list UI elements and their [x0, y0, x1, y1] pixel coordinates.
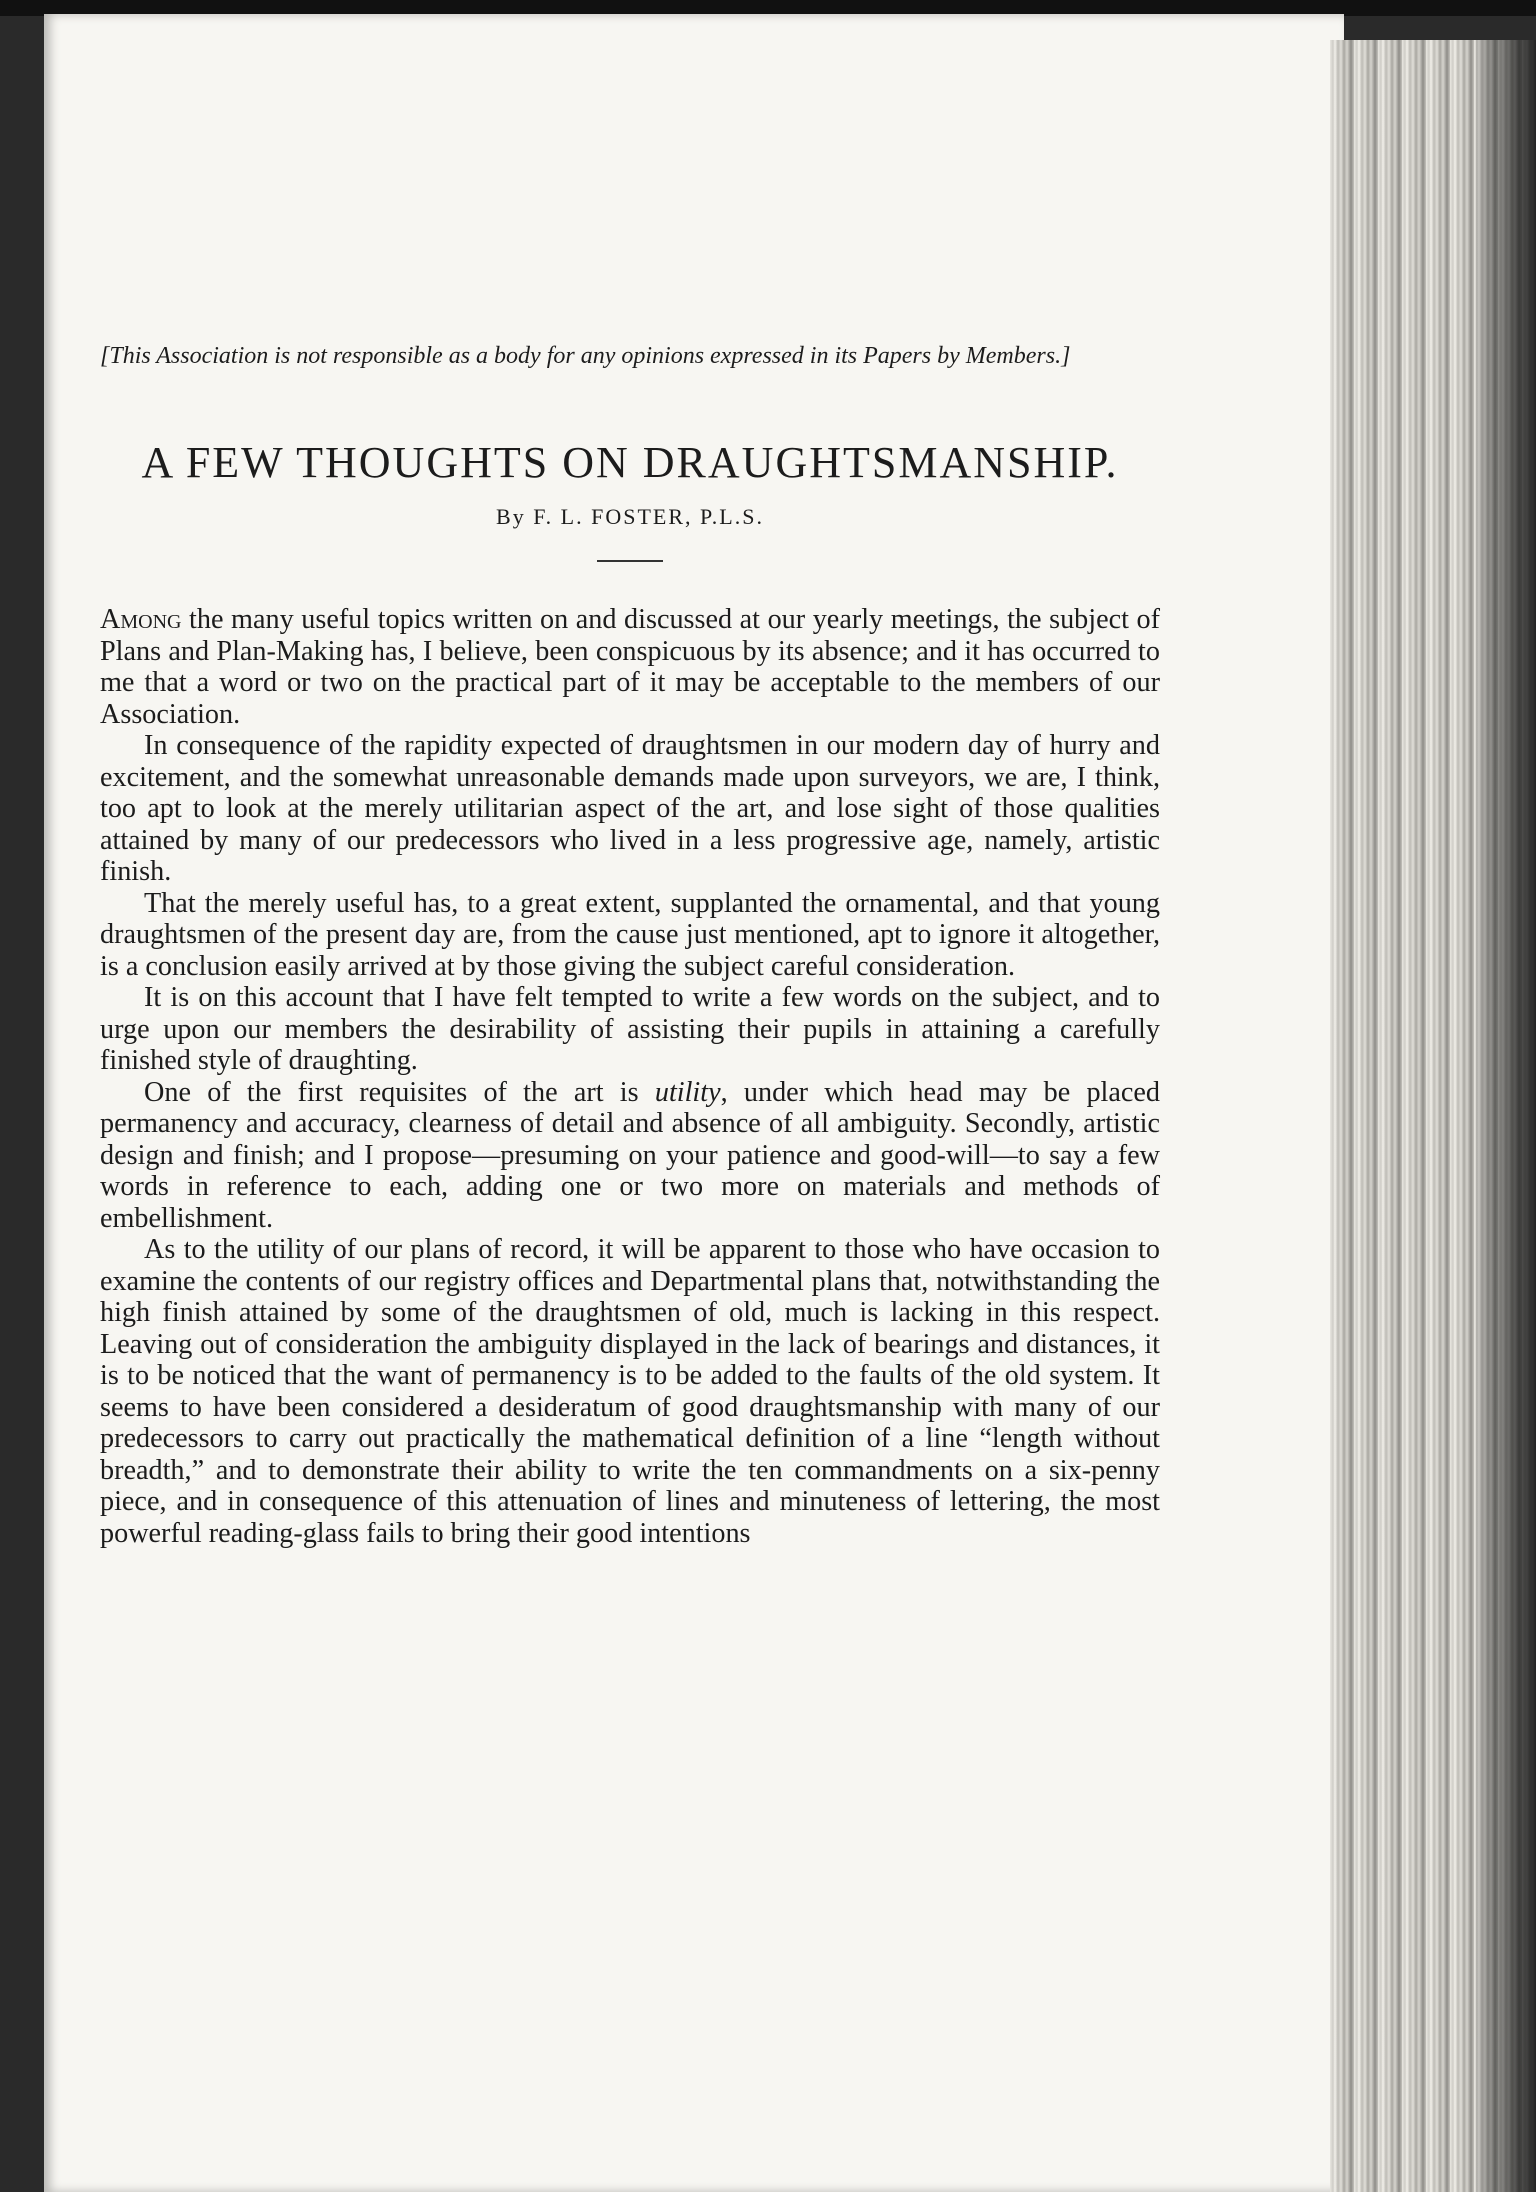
page-edges	[1330, 40, 1536, 2192]
paragraph-text: One of the first requisites of the art is	[144, 1076, 655, 1108]
paragraph: It is on this account that I have felt tempted to write a few words on the subject, and to urge upon our members the desirability of assisting their pupils in attaining a carefully finished style of draughting.	[100, 982, 1160, 1076]
paragraph	[100, 1077, 1160, 1235]
paragraph: As to the utility of our plans of record, it will be apparent to those who have occasion to examine the contents of our registry offices and Departmental plans that, notwithstanding the high finish attained by some of the draughtsmen of old, much is lacking in this respect. Leaving out of consideration the ambiguity displayed in the lack of bearings and distances, it is to be noticed that the want of permanency is to be added to the faults of the old system. It seems to have been considered a desideratum of good draughtsmanship with many of our predecessors to carry out practically the mathematical definition of a line “length without breadth,” and to demonstrate their ability to write the ten commandments on a six-penny piece, and in consequence of this attenuation of lines and minuteness of lettering, the most powerful reading-glass fails to bring their good intentions	[100, 1234, 1160, 1549]
article-body	[100, 604, 1160, 1549]
paragraph: That the merely useful has, to a great extent, supplanted the ornamental, and that young draughtsmen of the present day are, from the cause just mentioned, apt to ignore it altogether, is a conclusion easily arrived at by those giving the subject careful consideration.	[100, 887, 1160, 982]
opening-word: Among	[100, 604, 182, 635]
title-rule	[597, 560, 663, 562]
paragraph: In consequence of the rapidity expected of draughtsmen in our modern day of hurry and excitement, and the somewhat unreasonable demands made upon surveyors, we are, I think, too apt to look at the merely utilitarian aspect of the art, and lose sight of those qualities attained by many of our predecessors who lived in a less progressive age, namely, artistic finish.	[100, 730, 1160, 887]
article	[100, 340, 1160, 1549]
byline: By F. L. FOSTER, P.L.S.	[496, 504, 764, 529]
paragraph-text: , under which head may be placed permanency and accuracy, clearness of detail and absence of all ambiguity. Secondly, artistic design and finish; and I propose—presuming on your patience and good-will—to say a few words in reference to each, adding one or two more on materials and methods of embellishment.	[100, 1076, 1160, 1234]
disclaimer-note: [This Association is not responsible as a body for any opinions expressed in its Papers by Members.]	[100, 343, 1071, 369]
paragraph-text: the many useful topics written on and discussed at our yearly meetings, the subject of Plans and Plan-Making has, I believe, been conspicuous by its absence; and it has occurred to me that a word or two on the practical part of it may be acceptable to the members of our Association.	[100, 604, 1160, 730]
article-title: A FEW THOUGHTS ON DRAUGHTSMANSHIP.	[141, 438, 1119, 487]
paragraph	[100, 604, 1160, 730]
emphasis-utility: utility	[654, 1076, 721, 1108]
